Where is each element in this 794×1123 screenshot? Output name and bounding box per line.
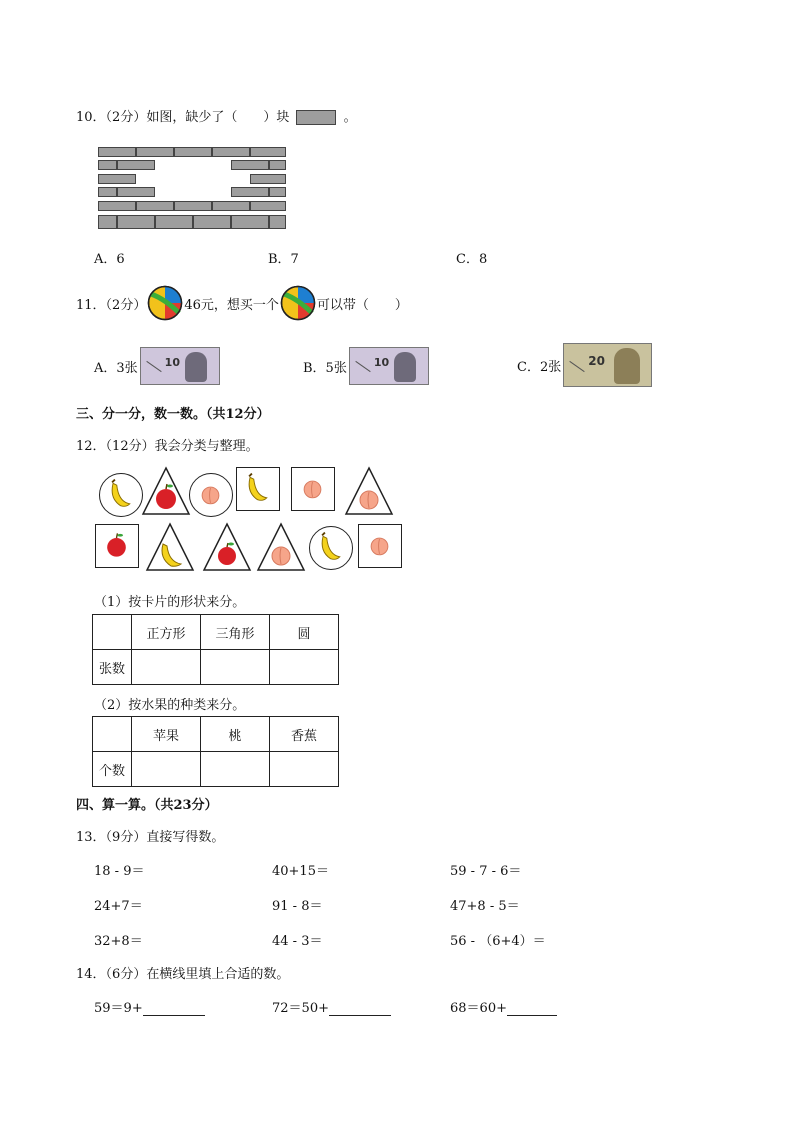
triangle-card xyxy=(145,522,195,572)
q11-stem xyxy=(76,284,408,322)
q11-price-text: 46元，想买一个 xyxy=(184,297,279,313)
brick-wall-figure xyxy=(98,147,286,229)
q12-title: 12．（12分）我会分类与整理。 xyxy=(76,439,259,454)
q10-text-end: 。 xyxy=(343,110,357,125)
q14-title: 14．（6分）在横线里填上合适的数。 xyxy=(76,967,290,982)
table-row-label: 张数 xyxy=(93,650,132,685)
brick-icon xyxy=(296,110,336,125)
beach-ball-icon xyxy=(280,285,316,321)
peach-icon xyxy=(360,491,378,509)
q11-question-text: 可以带（ ） xyxy=(316,297,408,313)
table-header: 三角形 xyxy=(201,615,270,650)
q10-stem xyxy=(76,106,357,125)
square-card xyxy=(358,524,402,568)
fill-item-text: 68＝60+ xyxy=(450,1001,507,1016)
q10-text: 10．（2分）如图，缺少了（ ）块 xyxy=(76,110,290,125)
square-card xyxy=(236,467,280,511)
calc-item: 44 - 3＝ xyxy=(272,934,323,949)
portrait-icon xyxy=(394,352,416,382)
q10-option-b[interactable]: B．7 xyxy=(268,252,299,267)
triangle-card xyxy=(256,522,306,572)
q10-option-a[interactable]: A．6 xyxy=(94,252,125,267)
calc-item: 59 - 7 - 6＝ xyxy=(450,864,522,879)
answer-cell[interactable] xyxy=(132,650,201,685)
fruit-count-table xyxy=(92,716,339,787)
note-denomination: 20 xyxy=(588,354,605,368)
note-denomination: 10 xyxy=(164,356,180,369)
table-header: 苹果 xyxy=(132,717,201,752)
fill-item xyxy=(450,997,557,1016)
peach-icon xyxy=(359,525,400,566)
triangle-card xyxy=(344,466,394,516)
triangle-card xyxy=(202,522,252,572)
fill-item-text: 59＝9+ xyxy=(94,1001,143,1016)
peach-icon xyxy=(272,547,290,565)
q11-option-a-label: A．3张 xyxy=(94,360,138,376)
banana-icon xyxy=(100,474,141,515)
q12-sub1: （1）按卡片的形状来分。 xyxy=(94,595,246,610)
q13-title: 13．（9分）直接写得数。 xyxy=(76,830,225,845)
calc-item: 56 - （6+4）＝ xyxy=(450,934,546,949)
answer-cell[interactable] xyxy=(270,752,339,787)
circle-card xyxy=(309,526,353,570)
ten-yuan-note-image xyxy=(140,347,220,385)
fill-item xyxy=(94,997,205,1016)
table-header: 正方形 xyxy=(132,615,201,650)
calc-item: 40+15＝ xyxy=(272,864,329,879)
banana-icon xyxy=(237,468,278,509)
table-header: 圆 xyxy=(270,615,339,650)
twenty-yuan-note-image xyxy=(563,343,652,387)
q11-option-b[interactable] xyxy=(303,346,429,386)
square-card xyxy=(95,524,139,568)
answer-cell[interactable] xyxy=(201,650,270,685)
table-header: 香蕉 xyxy=(270,717,339,752)
calc-item: 47+8 - 5＝ xyxy=(450,899,520,914)
ten-yuan-note-image xyxy=(349,347,429,385)
q11-option-c-label: C．2张 xyxy=(517,359,562,375)
answer-cell[interactable] xyxy=(201,752,270,787)
answer-cell[interactable] xyxy=(132,752,201,787)
fill-item-text: 72＝50+ xyxy=(272,1001,329,1016)
banana-icon xyxy=(310,527,351,568)
answer-blank[interactable] xyxy=(507,1001,557,1016)
answer-cell[interactable] xyxy=(270,650,339,685)
section-4-heading: 四、算一算。（共23分） xyxy=(76,798,218,813)
calc-item: 91 - 8＝ xyxy=(272,899,323,914)
shape-count-table xyxy=(92,614,339,685)
answer-blank[interactable] xyxy=(143,1001,205,1016)
beach-ball-icon xyxy=(147,285,183,321)
table-header: 桃 xyxy=(201,717,270,752)
table-corner xyxy=(93,615,132,650)
q11-prefix: 11．（2分） xyxy=(76,297,147,313)
section-3-heading: 三、分一分，数一数。（共12分） xyxy=(76,407,270,422)
q12-sub2: （2）按水果的种类来分。 xyxy=(94,698,246,713)
peach-icon xyxy=(292,468,333,509)
answer-blank[interactable] xyxy=(329,1001,391,1016)
fill-item xyxy=(272,997,391,1016)
calc-item: 24+7＝ xyxy=(94,899,143,914)
table-corner xyxy=(93,717,132,752)
portrait-icon xyxy=(185,352,207,382)
circle-card xyxy=(189,473,233,517)
circle-card xyxy=(99,473,143,517)
q11-option-b-label: B．5张 xyxy=(303,360,347,376)
calc-item: 18 - 9＝ xyxy=(94,864,145,879)
peach-icon xyxy=(190,474,231,515)
q11-option-a[interactable] xyxy=(94,346,220,386)
calc-item: 32+8＝ xyxy=(94,934,143,949)
table-row-label: 个数 xyxy=(93,752,132,787)
triangle-card xyxy=(141,466,191,516)
apple-icon xyxy=(96,525,137,566)
note-denomination: 10 xyxy=(373,356,390,369)
square-card xyxy=(291,467,335,511)
q11-option-c[interactable] xyxy=(517,342,652,388)
portrait-icon xyxy=(614,348,640,384)
q10-option-c[interactable]: C．8 xyxy=(456,252,488,267)
